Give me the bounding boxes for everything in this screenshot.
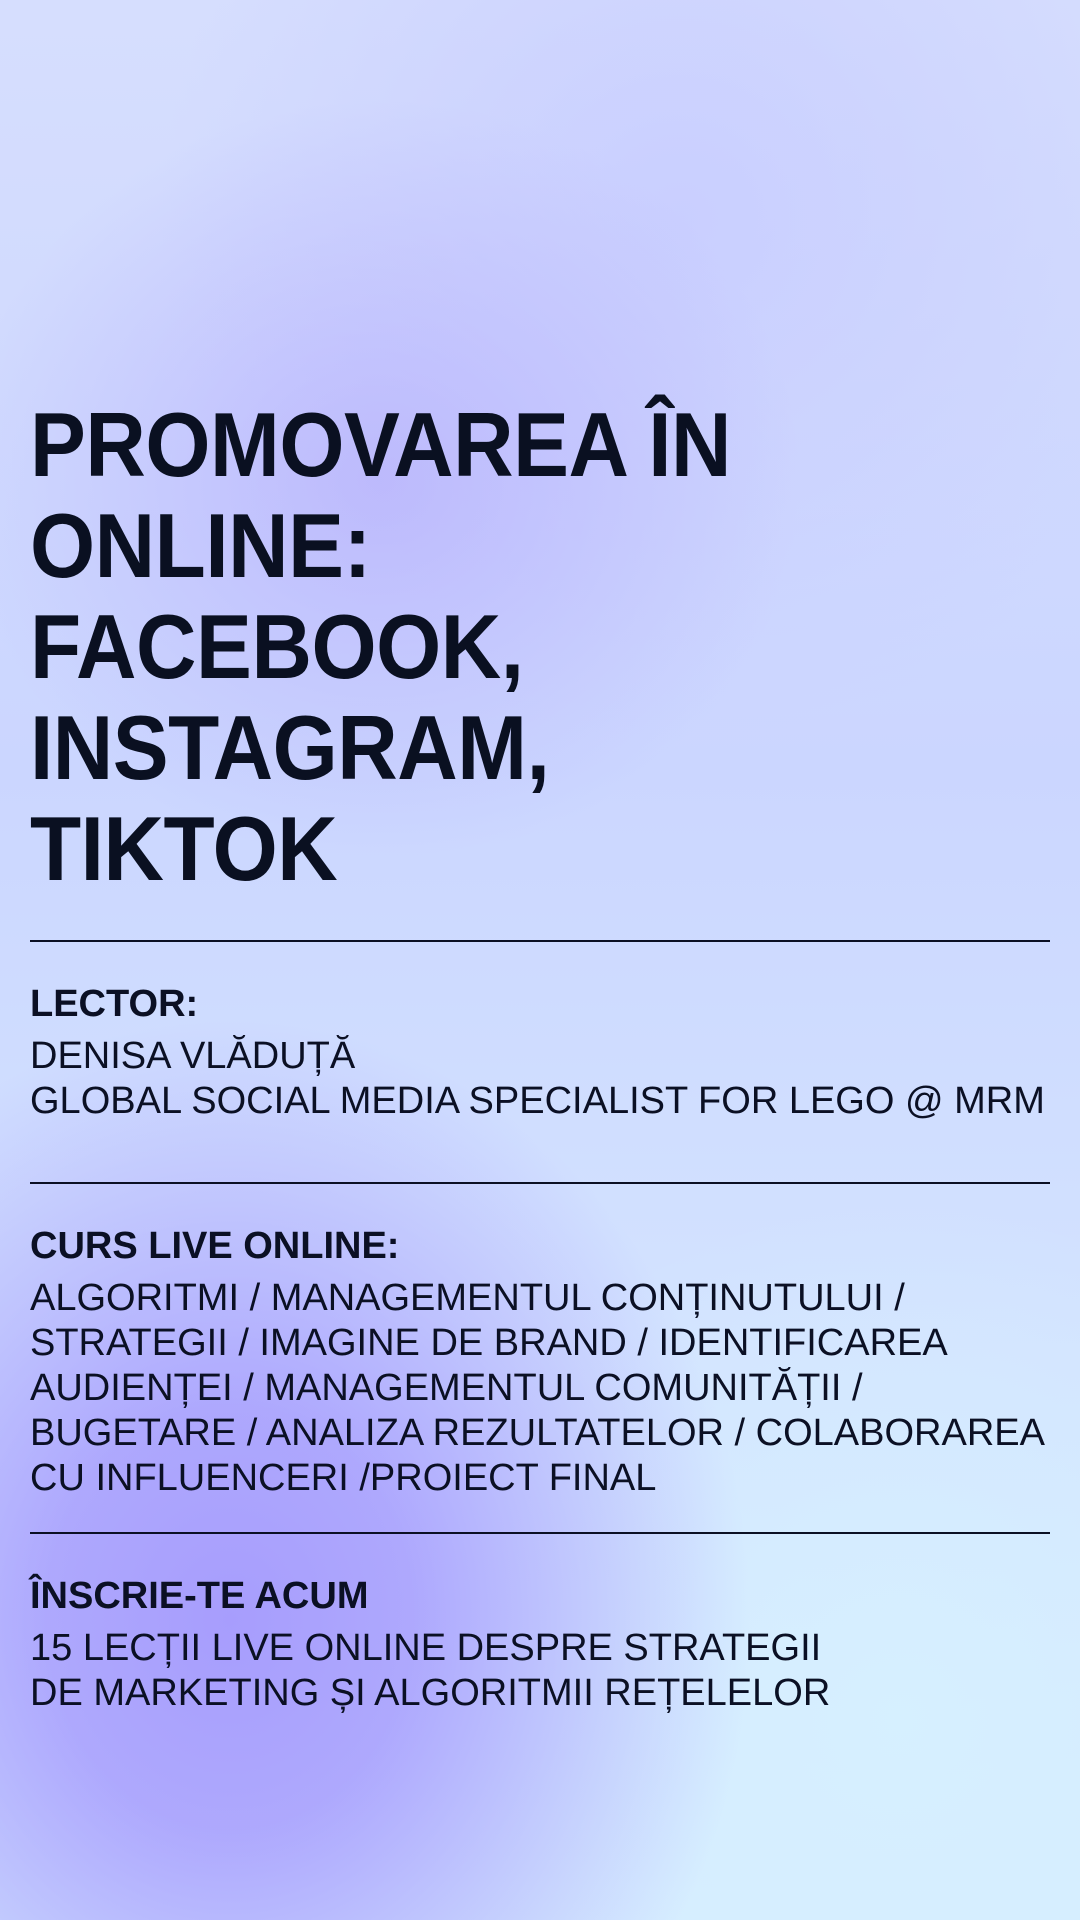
course-topic-line: STRATEGII / IMAGINE DE BRAND / IDENTIFICAREA — [30, 1322, 948, 1364]
course-topic-line: BUGETARE / ANALIZA REZULTATELOR / COLABORAREA — [30, 1412, 1045, 1454]
course-topic-line: CU INFLUENCERI /PROIECT FINAL — [30, 1457, 657, 1499]
course-topics — [30, 1276, 1050, 1501]
headline-line: FACEBOOK, INSTAGRAM, — [30, 597, 550, 799]
signup-line: 15 LECȚII LIVE ONLINE DESPRE STRATEGII — [30, 1627, 822, 1669]
headline — [30, 395, 1051, 900]
lector-label: LECTOR: — [30, 983, 199, 1025]
signup-line: DE MARKETING ȘI ALGORITMII REȚELELOR — [30, 1672, 831, 1714]
course-section — [30, 1184, 1050, 1532]
signup-section — [30, 1534, 1050, 1716]
signup-label: ÎNSCRIE-TE ACUM — [30, 1575, 369, 1617]
poster-content — [30, 395, 1050, 1716]
lector-section — [30, 942, 1050, 1182]
lector-name: DENISA VLĂDUȚĂ — [30, 1035, 356, 1077]
lector-title: GLOBAL SOCIAL MEDIA SPECIALIST FOR LEGO @ MRM — [30, 1080, 1045, 1122]
signup-details — [30, 1626, 1050, 1716]
course-label: CURS LIVE ONLINE: — [30, 1225, 400, 1267]
headline-line: TIKTOK — [30, 799, 338, 900]
headline-line: PROMOVAREA ÎN ONLINE: — [30, 395, 732, 597]
course-topic-line: AUDIENȚEI / MANAGEMENTUL COMUNITĂȚII / — [30, 1367, 863, 1409]
lector-details — [30, 1034, 1050, 1124]
course-topic-line: ALGORITMI / MANAGEMENTUL CONȚINUTULUI / — [30, 1277, 905, 1319]
